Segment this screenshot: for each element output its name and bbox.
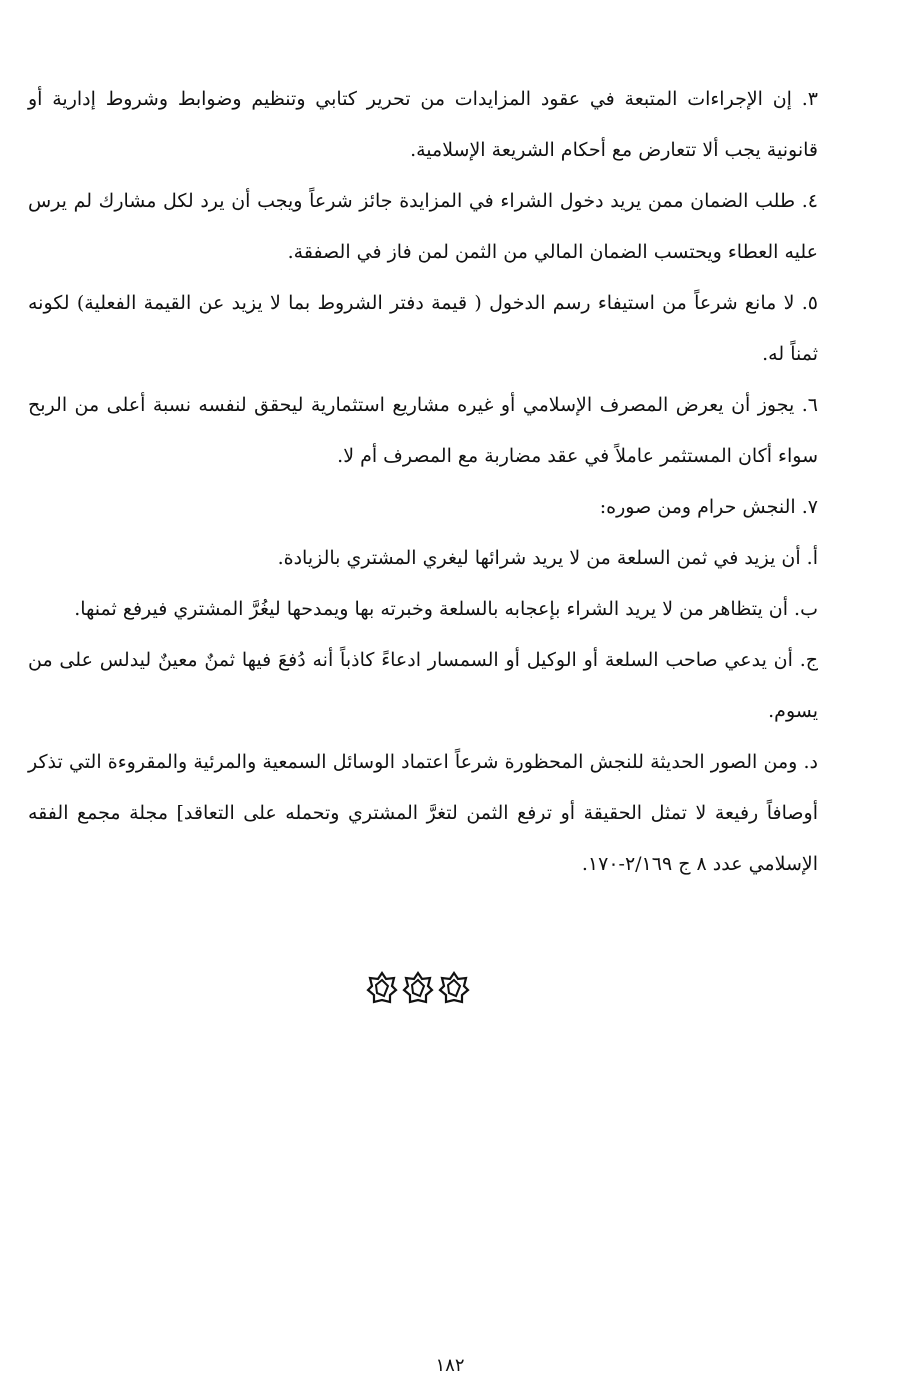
page-number: ١٨٢ [435, 1355, 465, 1376]
octagram-ornament-icon [366, 971, 398, 1005]
paragraph-item-d: د. ومن الصور الحديثة للنجش المحظورة شرعاً اعتماد الوسائل السمعية والمرئية والمقروءة التي تذكر أوصافاً رفيعة لا تمثل الحقيقة أو ترفع الثمن لتغرَّ المشتري وتحمله على التعاقد] مجلة مجمع الفقه الإسلامي عدد ٨ ج ٢/١٦٩-١٧٠. [28, 751, 818, 875]
octagram-ornament-icon [402, 971, 434, 1005]
paragraph-item-b: ب. أن يتظاهر من لا يريد الشراء بإعجابه بالسلعة وخبرته بها ويمدحها ليغُرَّ المشتري فيرفع ثمنها. [74, 598, 818, 620]
paragraph-item-7: ٧. النجش حرام ومن صوره: [599, 496, 818, 518]
paragraph-item-4: ٤. طلب الضمان ممن يريد دخول الشراء في المزايدة جائز شرعاً ويجب أن يرد لكل مشارك لم يرس عليه العطاء ويحتسب الضمان المالي من الثمن لمن فاز في الصفقة. [28, 190, 818, 263]
paragraph-item-j: ج. أن يدعي صاحب السلعة أو الوكيل أو السمسار ادعاءً كاذباً أنه دُفعَ فيها ثمنٌ معينٌ ليدلس على من يسوم. [28, 649, 818, 722]
paragraph-item-5: ٥. لا مانع شرعاً من استيفاء رسم الدخول ( قيمة دفتر الشروط بما لا يزيد عن القيمة الفعلية) لكونه ثمناً له. [28, 292, 819, 365]
paragraph-item-a: أ. أن يزيد في ثمن السلعة من لا يريد شرائها ليغري المشتري بالزيادة. [277, 547, 818, 569]
section-end-ornament [366, 968, 470, 1008]
paragraph-item-6: ٦. يجوز أن يعرض المصرف الإسلامي أو غيره مشاريع استثمارية ليحقق لنفسه نسبة أعلى من الربح سواء أكان المستثمر عاملاً في عقد مضاربة مع المصرف أم لا. [28, 394, 818, 467]
paragraph-item-3: ٣. إن الإجراءات المتبعة في عقود المزايدات من تحرير كتابي وتنظيم وضوابط وشروط إدارية أو قانونية يجب ألا تتعارض مع أحكام الشريعة الإسلامية. [28, 88, 818, 161]
octagram-ornament-icon [438, 971, 470, 1005]
body-text [28, 74, 818, 890]
